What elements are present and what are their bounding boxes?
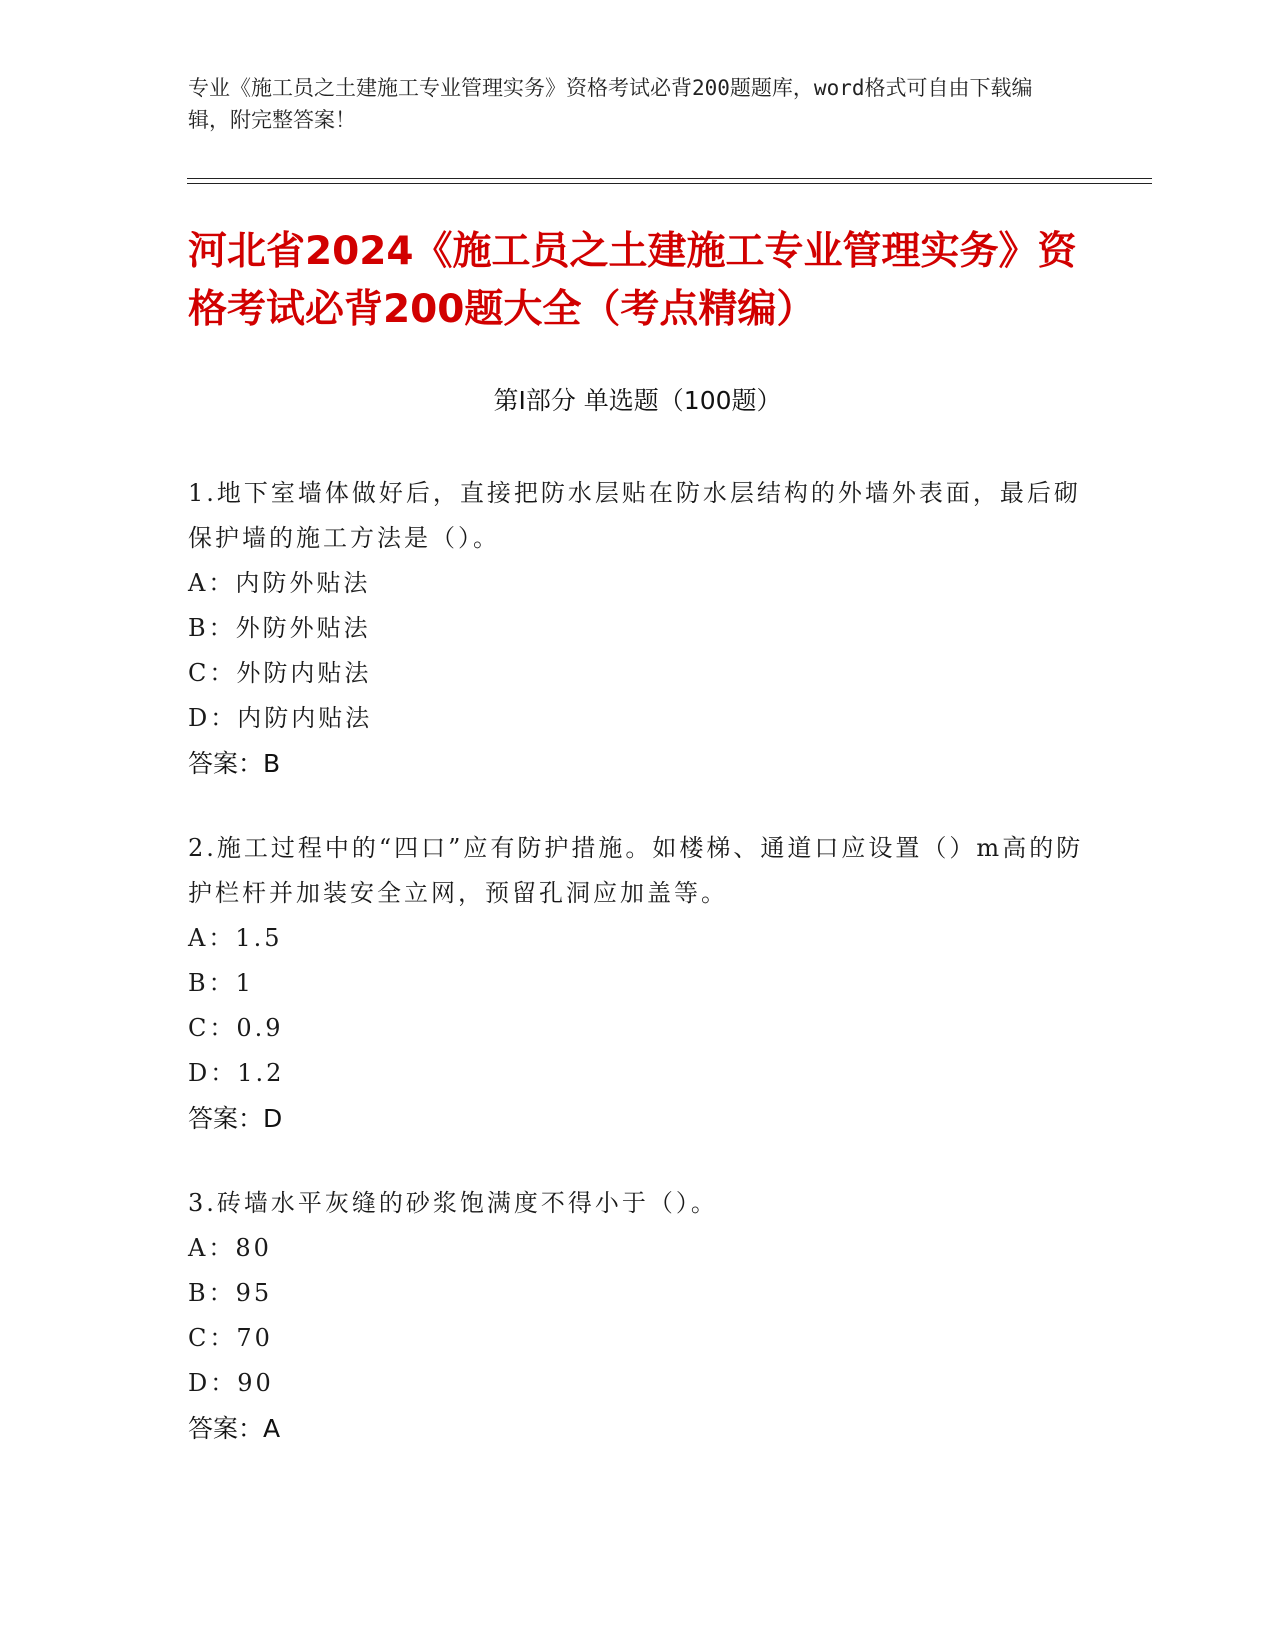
header-divider-top — [187, 178, 1152, 179]
question-list — [188, 471, 1088, 1491]
option-d: D：1.2 — [188, 1059, 285, 1087]
question-3 — [188, 1181, 1088, 1451]
question-1 — [188, 471, 1088, 786]
section-title: 第Ⅰ部分 单选题（100题） — [493, 386, 782, 415]
header-divider-bottom — [187, 183, 1152, 184]
question-stem: 1.地下室墙体做好后，直接把防水层贴在防水层结构的外墙外表面，最后砌保护墙的施工方法是（）。 — [188, 479, 1081, 552]
option-b: B：95 — [188, 1279, 273, 1307]
option-b: B：1 — [188, 969, 254, 997]
option-d: D：90 — [188, 1369, 274, 1397]
answer-text: 答案：A — [188, 1414, 281, 1443]
answer-text: 答案：D — [188, 1104, 283, 1133]
option-c: C：0.9 — [188, 1014, 284, 1042]
option-c: C：外防内贴法 — [188, 659, 372, 687]
question-stem: 2.施工过程中的“四口”应有防护措施。如楼梯、通道口应设置（）m高的防护栏杆并加装安全立网，预留孔洞应加盖等。 — [188, 834, 1084, 907]
question-2 — [188, 826, 1088, 1141]
document-title: 河北省2024《施工员之土建施工专业管理实务》资格考试必背200题大全（考点精编） — [188, 229, 1077, 332]
option-a: A：80 — [188, 1234, 272, 1262]
option-d: D：内防内贴法 — [188, 704, 373, 732]
header-note: 专业《施工员之土建施工专业管理实务》资格考试必背200题题库，word格式可自由下载编辑，附完整答案！ — [188, 76, 1033, 132]
option-c: C：70 — [188, 1324, 273, 1352]
option-a: A：1.5 — [188, 924, 283, 952]
option-a: A：内防外贴法 — [188, 569, 371, 597]
question-stem: 3.砖墙水平灰缝的砂浆饱满度不得小于（）。 — [188, 1189, 718, 1217]
option-b: B：外防外贴法 — [188, 614, 371, 642]
answer-text: 答案：B — [188, 749, 281, 778]
